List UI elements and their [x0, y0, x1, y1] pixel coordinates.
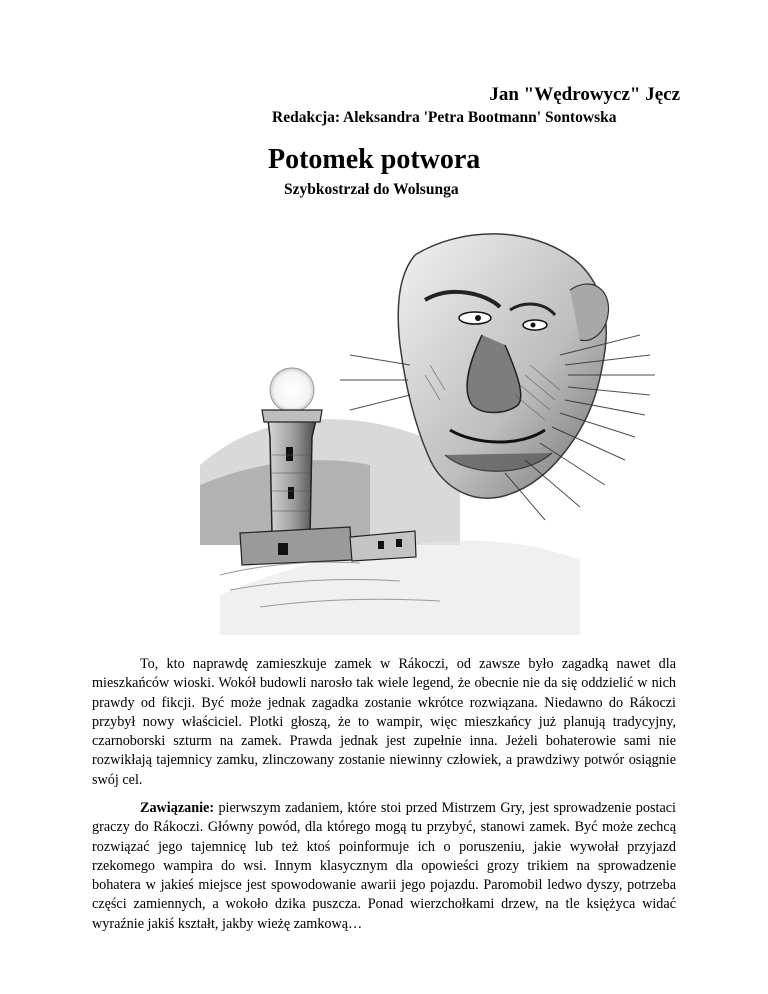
setup-text: pierwszym zadaniem, które stoi przed Mistrzem Gry, jest sprowadzenie postaci graczy do Rákoczi. Główny powód, dla którego mogą tu przybyć, stanowi zamek. Być może zechcą rozwiązać jego tajemnicę lub też ktoś poinformuje ich o poruszeniu, jakie wywołał przyjazd rzekomego wampira do wsi. Innym klasycznym dla opowieści grozy trikiem na sprowadzenie bohatera w jakieś miejsce jest spowodowanie awarii jego pojazdu. Paromobil ledwo dyszy, potrzeba części zamiennych, a wokoło dzika puszcza. Ponad wierzchołkami drzew, na tle księżyca widać wyraźnie jakiś kształt, jakby wieżę zamkową… — [92, 800, 676, 932]
page-subtitle: Szybkostrzał do Wolsunga — [284, 181, 459, 198]
setup-lead: Zawiązanie: — [140, 800, 215, 816]
setup-paragraph — [92, 799, 676, 934]
intro-paragraph: To, kto naprawdę zamieszkuje zamek w Rákoczi, od zawsze było zagadką nawet dla mieszkańców wioski. Wokół budowli narosło tak wiele legend, że obecnie nie da się oddzielić w nich prawdy od fikcji. Być może jednak zagadka zostanie wkrótce rozwiązana. Niedawno do Rákoczi przybył nowy właściciel. Plotki głoszą, że to wampir, więc mieszkańcy już planują tradycyjny, czarnoborski szturm na zamek. Prawda jednak jest zupełnie inna. Jeżeli bohaterowie sami nie rozwikłają tajemnicy zamku, zlinczowany zostanie niewinny człowiek, a prawdziwy potwór osiągnie swój cel. — [92, 656, 676, 788]
illustration-sketch — [200, 215, 670, 635]
page-title: Potomek potwora — [268, 144, 481, 175]
editor-credit: Redakcja: Aleksandra 'Petra Bootmann' Sontowska — [272, 109, 617, 126]
moon — [270, 368, 314, 412]
author-name: Jan "Wędrowycz" Jęcz — [489, 84, 680, 105]
